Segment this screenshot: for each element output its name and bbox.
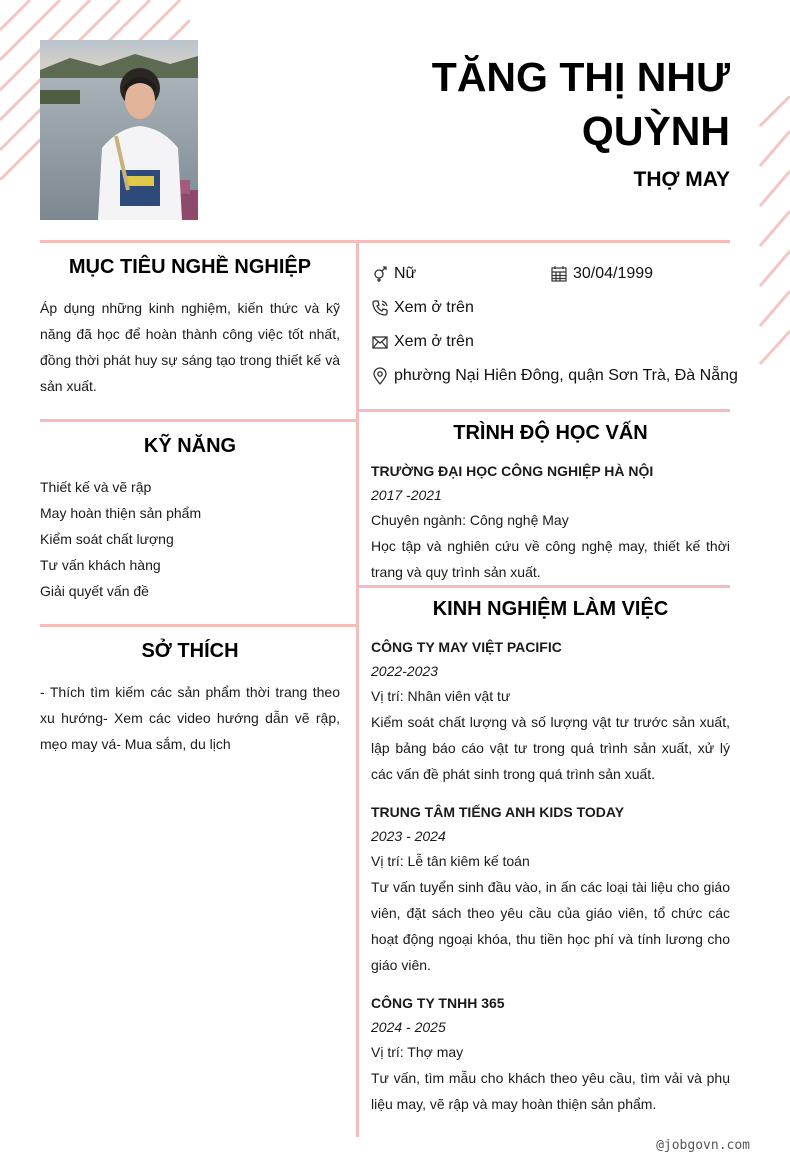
divider-left-hobbies bbox=[40, 624, 356, 627]
mail-icon bbox=[371, 333, 389, 351]
profile-photo bbox=[40, 40, 198, 220]
calendar-icon bbox=[550, 265, 568, 283]
company-name: CÔNG TY TNHH 365 bbox=[371, 995, 505, 1011]
skill-item: Tư vấn khách hàng bbox=[40, 557, 161, 573]
skills-list bbox=[40, 474, 340, 604]
phone-value: Xem ở trên bbox=[394, 299, 474, 316]
job-position: Vị trí: Nhân viên vật tư bbox=[371, 688, 511, 704]
job-title: THỢ MAY bbox=[633, 168, 730, 191]
skill-item: Giải quyết vấn đề bbox=[40, 583, 149, 599]
email-value: Xem ở trên bbox=[394, 333, 474, 350]
experience-entry bbox=[371, 991, 730, 1117]
objective-title: MỤC TIÊU NGHỀ NGHIỆP bbox=[68, 256, 312, 278]
experience-entry bbox=[371, 635, 730, 787]
skill-item: Kiểm soát chất lượng bbox=[40, 531, 174, 547]
birthdate-info bbox=[550, 265, 653, 283]
experience-title: KINH NGHIỆM LÀM VIỆC bbox=[432, 598, 669, 620]
decorative-stripes-right bbox=[755, 96, 790, 366]
birthdate-value: 30/04/1999 bbox=[573, 265, 654, 282]
divider-vertical bbox=[356, 240, 359, 1137]
job-period: 2023 - 2024 bbox=[371, 828, 446, 844]
site-watermark: @jobgovn.com bbox=[656, 1138, 750, 1153]
location-icon bbox=[371, 367, 389, 385]
divider-left-skills bbox=[40, 419, 356, 422]
skills-title: KỸ NĂNG bbox=[143, 435, 237, 457]
job-description: Tư vấn tuyển sinh đầu vào, in ấn các loại tài liệu cho giáo viên, đặt sách theo yêu cầu của giáo viên, tổ chức các hoạt động ngoại khóa, thu tiền học phí và tính lương cho giáo viên. bbox=[371, 879, 730, 973]
job-position: Vị trí: Lễ tân kiêm kế toán bbox=[371, 853, 530, 869]
company-name: CÔNG TY MAY VIỆT PACIFIC bbox=[371, 639, 562, 655]
address-info bbox=[371, 367, 738, 385]
job-description: Kiểm soát chất lượng và số lượng vật tư trước sản xuất, lập bảng báo cáo vật tư trong quá trình sản xuất, xử lý các vấn đề phát sinh trong quá trình sản xuất. bbox=[371, 714, 730, 782]
school-name: TRƯỜNG ĐẠI HỌC CÔNG NGHIỆP HÀ NỘI bbox=[371, 463, 654, 479]
address-value: phường Nại Hiên Đông, quận Sơn Trà, Đà Nẵng bbox=[394, 367, 738, 384]
skill-item: Thiết kế và vẽ rập bbox=[40, 479, 152, 495]
phone-icon bbox=[371, 299, 389, 317]
job-position: Vị trí: Thợ may bbox=[371, 1044, 464, 1060]
education-entry bbox=[371, 459, 730, 585]
candidate-name: TĂNG THỊ NHƯ QUỲNH bbox=[431, 54, 730, 154]
email-info bbox=[371, 333, 474, 351]
education-period: 2017 -2021 bbox=[371, 487, 442, 503]
divider-right-education bbox=[359, 409, 730, 412]
hobbies-title: SỞ THÍCH bbox=[141, 640, 239, 662]
skill-item: May hoàn thiện sản phẩm bbox=[40, 505, 202, 521]
education-title: TRÌNH ĐỘ HỌC VẤN bbox=[453, 422, 648, 444]
gender-info bbox=[371, 265, 416, 283]
gender-value: Nữ bbox=[394, 265, 417, 282]
phone-info bbox=[371, 299, 474, 317]
education-major: Chuyên ngành: Công nghệ May bbox=[371, 512, 569, 528]
job-period: 2024 - 2025 bbox=[371, 1019, 446, 1035]
divider-top bbox=[40, 240, 730, 243]
education-description: Học tập và nghiên cứu về công nghệ may, thiết kế thời trang và quy trình sản xuất. bbox=[371, 538, 730, 580]
divider-right-experience bbox=[359, 585, 730, 588]
company-name: TRUNG TÂM TIẾNG ANH KIDS TODAY bbox=[371, 804, 625, 820]
gender-icon bbox=[371, 265, 389, 283]
job-description: Tư vấn, tìm mẫu cho khách theo yêu cầu, tìm vải và phụ liệu may, vẽ rập và may hoàn thiện sản phẩm. bbox=[371, 1070, 730, 1112]
objective-text: Áp dụng những kinh nghiệm, kiến thức và kỹ năng đã học để hoàn thành công việc tốt nhất, đồng thời phát huy sự sáng tạo trong thiết kế và sản xuất. bbox=[40, 300, 340, 394]
job-period: 2022-2023 bbox=[371, 663, 438, 679]
experience-entry bbox=[371, 800, 730, 978]
hobbies-text: - Thích tìm kiếm các sản phẩm thời trang theo xu hướng- Xem các video hướng dẫn vẽ rập, mẹo may vá- Mua sắm, du lịch bbox=[40, 684, 340, 752]
